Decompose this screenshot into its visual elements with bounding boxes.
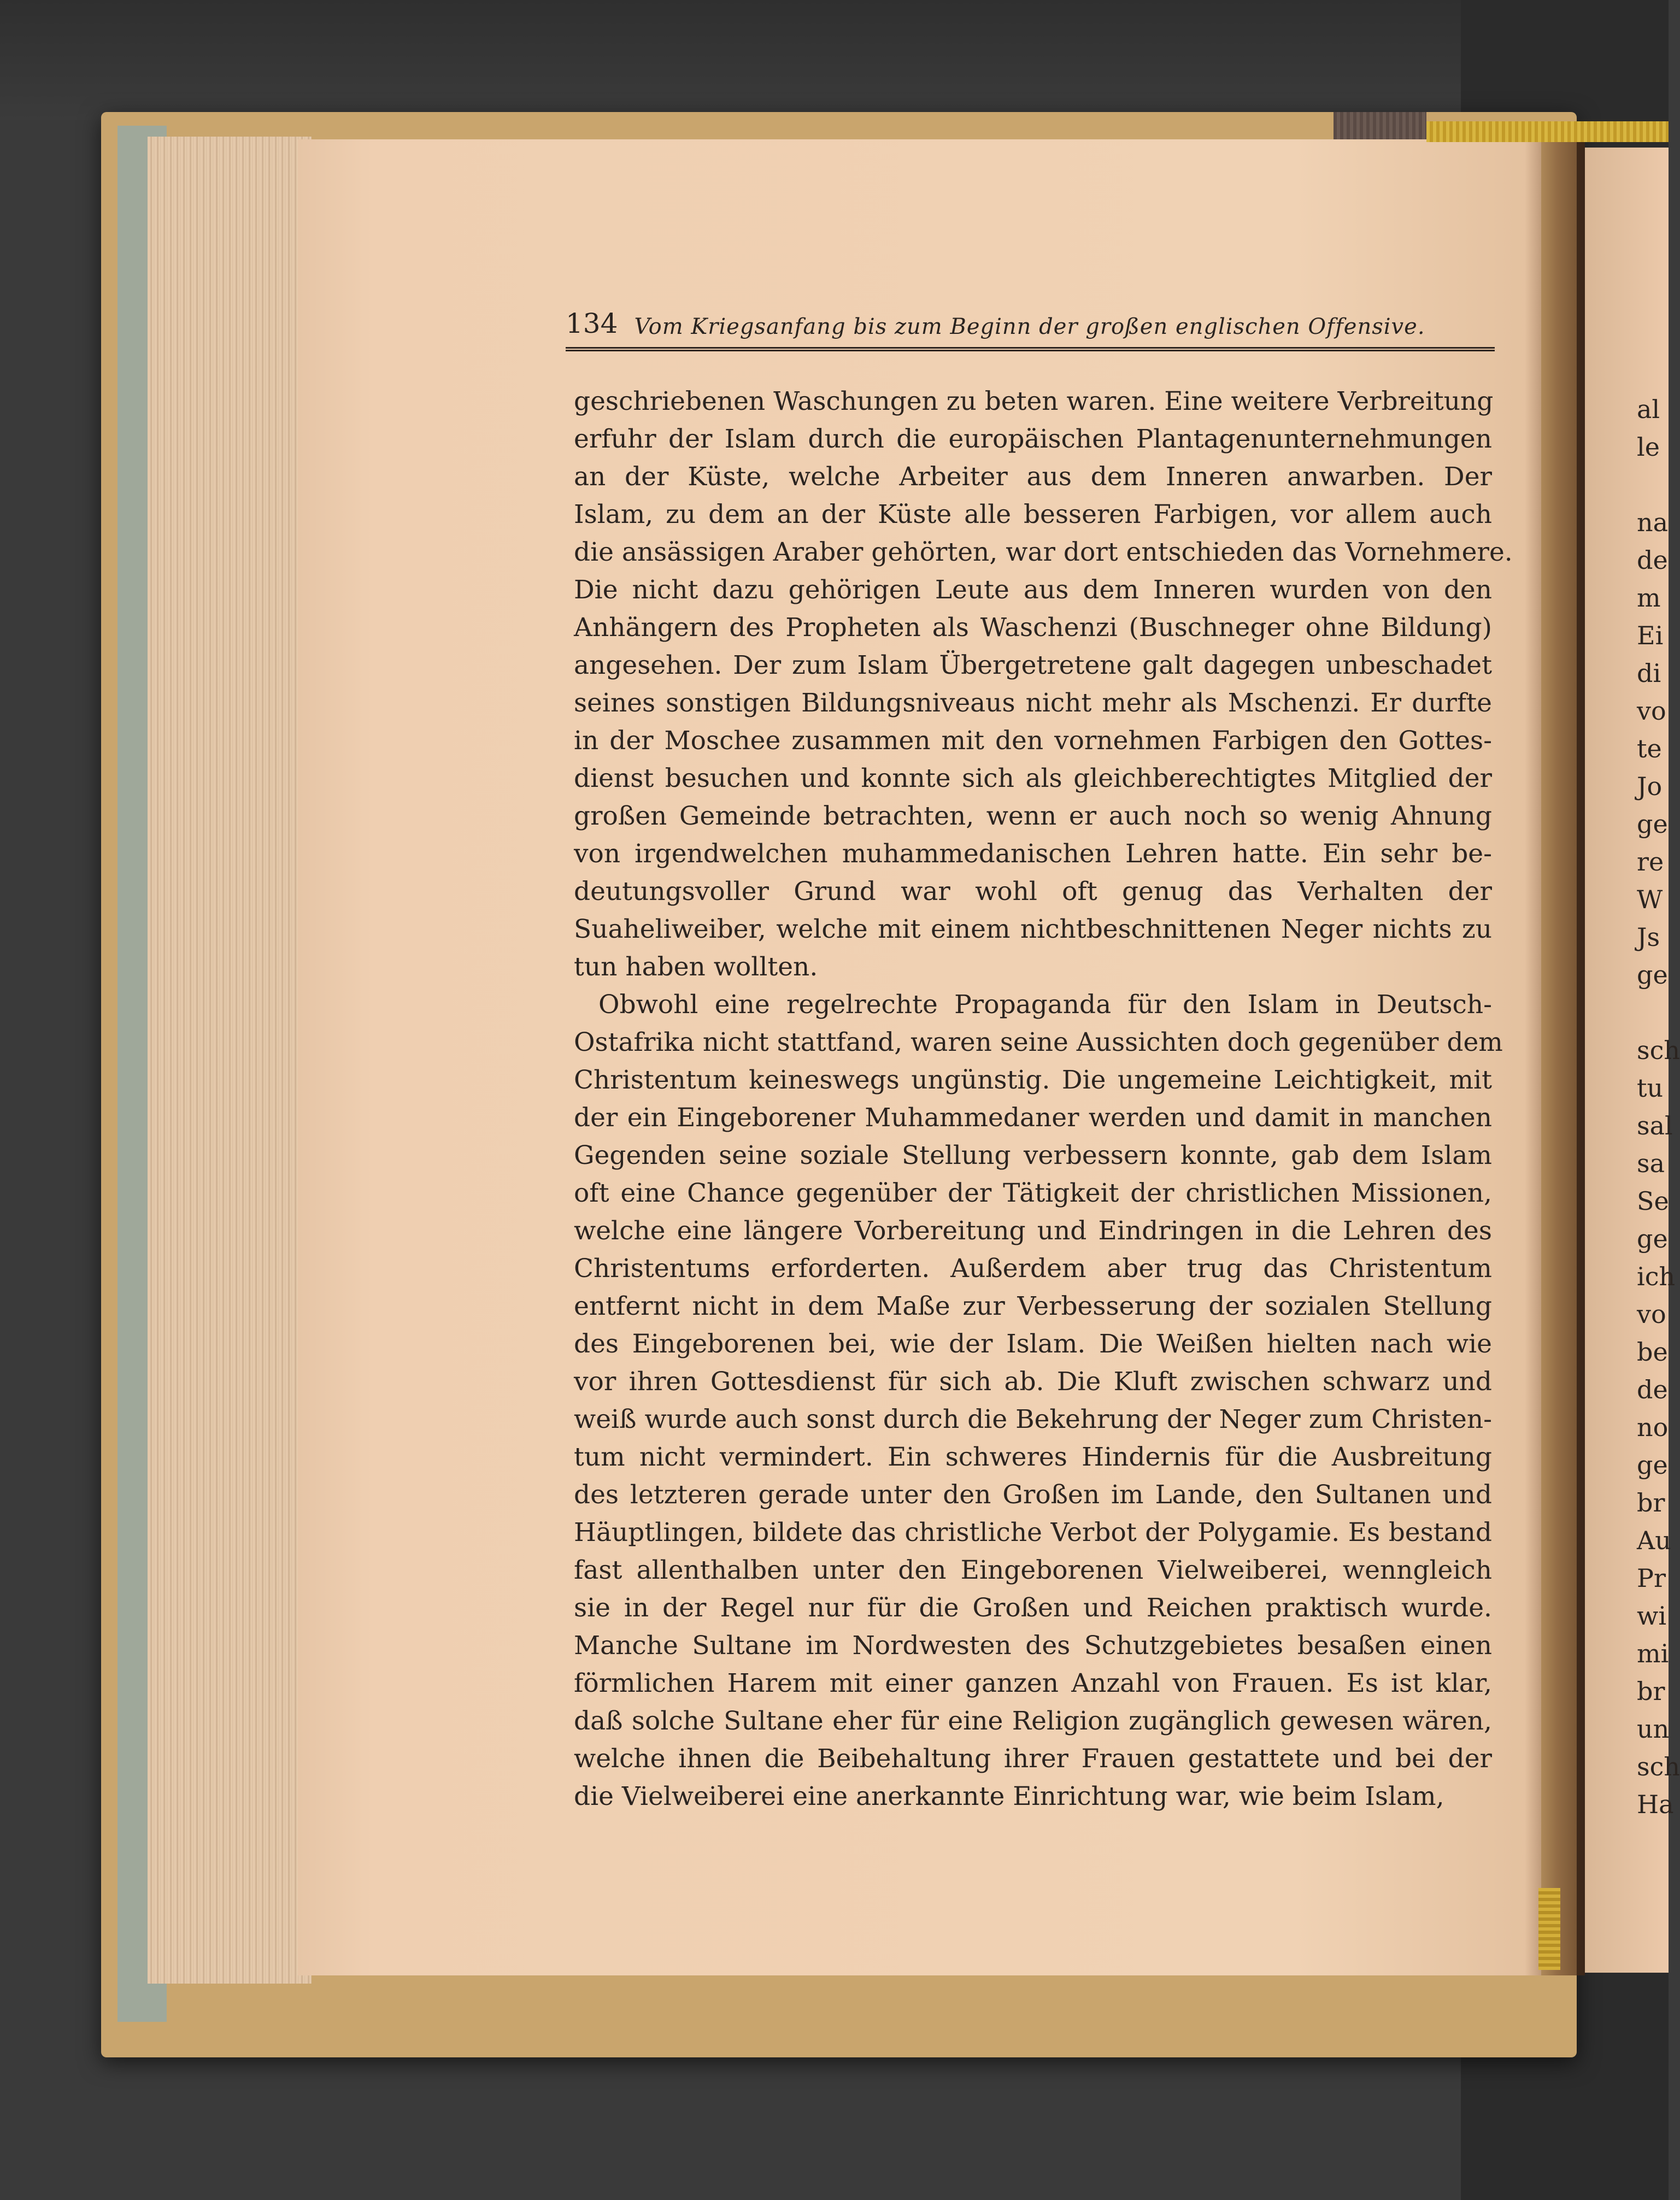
right-page-fragment: br — [1637, 1488, 1665, 1517]
text-line: tum nicht vermindert. Ein schweres Hindernis für die Ausbreitung — [574, 1442, 1492, 1472]
right-page-fragment: Js — [1637, 922, 1660, 952]
text-line: deutungsvoller Grund war wohl oft genug das Verhalten der — [574, 877, 1492, 907]
right-page-fragment: Ha — [1637, 1790, 1674, 1819]
text-line: Christentum keineswegs ungünstig. Die ungemeine Leichtigkeit, mit — [574, 1065, 1492, 1095]
text-line: Anhängern des Propheten als Waschenzi (Buschneger ohne Bildung) — [574, 613, 1492, 643]
right-page-fragment: no — [1637, 1413, 1669, 1442]
right-page-fragment: sch — [1637, 1036, 1680, 1065]
text-line: förmlichen Harem mit einer ganzen Anzahl von Frauen. Es ist klar, — [574, 1668, 1492, 1698]
text-line: tun haben wollten. — [574, 952, 818, 982]
text-line: Gegenden seine soziale Stellung verbessern konnte, gab dem Islam — [574, 1140, 1492, 1170]
right-page-fragment: al — [1637, 395, 1660, 424]
page-header — [566, 299, 1495, 351]
text-line: Manche Sultane im Nordwesten des Schutzgebietes besaßen einen — [574, 1631, 1492, 1661]
text-line: oft eine Chance gegenüber der Tätigkeit der christlichen Missionen, — [574, 1178, 1492, 1208]
text-line: daß solche Sultane eher für eine Religion zugänglich gewesen wären, — [574, 1706, 1492, 1736]
right-page-fragment — [1637, 466, 1670, 504]
right-page-fragment: ge — [1637, 809, 1668, 839]
text-line: des Eingeborenen bei, wie der Islam. Die Weißen hielten nach wie — [574, 1329, 1492, 1359]
text-line: Obwohl eine regelrechte Propaganda für den Islam in Deutsch- — [598, 990, 1492, 1020]
text-line: sie in der Regel nur für die Großen und Reichen praktisch wurde. — [574, 1593, 1492, 1623]
right-page-fragment: m — [1637, 583, 1661, 613]
bookmark-ribbon-end — [1538, 1888, 1560, 1970]
text-line: Suaheliweiber, welche mit einem nichtbeschnittenen Neger nichts zu — [574, 914, 1492, 944]
right-page-fragment: br — [1637, 1677, 1665, 1706]
right-page-fragment: be — [1637, 1337, 1668, 1367]
text-line: die ansässigen Araber gehörten, war dort entschieden das Vornehmere. — [574, 537, 1513, 567]
right-page-fragment: un — [1637, 1714, 1670, 1744]
running-head: Vom Kriegsanfang bis zum Beginn der großen englischen Offensive. — [634, 314, 1425, 339]
right-page-fragment: wi — [1637, 1601, 1667, 1631]
right-page-fragment: ich — [1637, 1262, 1676, 1291]
right-page-fragment — [1637, 994, 1670, 1032]
right-page-fragment: Jo — [1637, 772, 1663, 801]
spine-cloth-strip — [1334, 112, 1426, 139]
text-line: seines sonstigen Bildungsniveaus nicht mehr als Mschenzi. Er durfte — [574, 688, 1492, 718]
right-page-fragment: na — [1637, 508, 1669, 537]
right-page-fragment: ge — [1637, 1224, 1668, 1254]
text-line: erfuhr der Islam durch die europäischen Plantagenunternehmungen — [574, 424, 1492, 454]
right-page-fragment: tu — [1637, 1073, 1664, 1103]
right-page-fragment: vo — [1637, 1299, 1666, 1329]
book-gutter — [1525, 139, 1585, 1975]
text-line: geschriebenen Waschungen zu beten waren. Eine weitere Verbreitung — [574, 386, 1494, 416]
text-line: Ostafrika nicht stattfand, waren seine Aussichten doch gegenüber dem — [574, 1027, 1503, 1057]
right-page-text-fragments — [1637, 391, 1680, 1823]
text-line: Islam, zu dem an der Küste alle besseren Farbigen, vor allem auch — [574, 499, 1492, 530]
right-page-fragment: Ei — [1637, 621, 1664, 650]
right-page-fragment: de — [1637, 545, 1668, 575]
text-line: der ein Eingeborener Muhammedaner werden und damit in manchen — [574, 1103, 1492, 1133]
text-line: fast allenthalben unter den Eingeborenen Vielweiberei, wenngleich — [574, 1555, 1492, 1585]
right-page-fragment: Au — [1637, 1526, 1671, 1555]
page-edges — [148, 137, 312, 1984]
dark-backdrop-top — [0, 0, 1669, 120]
text-line: weiß wurde auch sonst durch die Bekehrung der Neger zum Christen- — [574, 1404, 1492, 1434]
right-page-fragment: sal — [1637, 1111, 1673, 1140]
right-page-fragment: te — [1637, 734, 1662, 763]
text-line: in der Moschee zusammen mit den vornehmen Farbigen den Gottes- — [574, 726, 1492, 756]
text-line: angesehen. Der zum Islam Übergetretene galt dagegen unbeschadet — [574, 650, 1492, 680]
right-page-fragment: di — [1637, 658, 1661, 688]
text-line: des letzteren gerade unter den Großen im Lande, den Sultanen und — [574, 1480, 1492, 1510]
text-line: vor ihren Gottesdienst für sich ab. Die Kluft zwischen schwarz und — [574, 1367, 1492, 1397]
text-line: von irgendwelchen muhammedanischen Lehren hatte. Ein sehr be- — [574, 839, 1492, 869]
text-line: welche ihnen die Beibehaltung ihrer Frauen gestattete und bei der — [574, 1744, 1492, 1774]
right-page-fragment: sa — [1637, 1149, 1665, 1178]
text-line: die Vielweiberei eine anerkannte Einrichtung war, wie beim Islam, — [574, 1781, 1444, 1811]
page-number: 134 — [566, 308, 618, 339]
text-line: Christentums erforderten. Außerdem aber trug das Christentum — [574, 1254, 1492, 1284]
text-line: großen Gemeinde betrachten, wenn er auch noch so wenig Ahnung — [574, 801, 1492, 831]
text-line: Die nicht dazu gehörigen Leute aus dem Inneren wurden von den — [574, 575, 1492, 605]
text-line: dienst besuchen und konnte sich als gleichberechtigtes Mitglied der — [574, 763, 1492, 793]
text-line: entfernt nicht in dem Maße zur Verbesserung der sozialen Stellung — [574, 1291, 1492, 1321]
right-page-fragment: de — [1637, 1375, 1668, 1404]
right-page-fragment: Se — [1637, 1186, 1669, 1216]
right-page-fragment: mi — [1637, 1639, 1669, 1668]
text-line: Häuptlingen, bildete das christliche Verbot der Polygamie. Es bestand — [574, 1517, 1492, 1548]
body-text — [574, 383, 1513, 1815]
right-page-fragment: sch — [1637, 1752, 1680, 1781]
text-line: welche eine längere Vorbereitung und Eindringen in die Lehren des — [574, 1216, 1492, 1246]
right-page-fragment: ge — [1637, 1450, 1668, 1480]
right-page-fragment: W — [1637, 885, 1663, 914]
right-page-fragment: le — [1637, 432, 1660, 462]
text-line: an der Küste, welche Arbeiter aus dem Inneren anwarben. Der — [574, 462, 1492, 492]
right-page-fragment: vo — [1637, 696, 1666, 726]
right-page-fragment: Pr — [1637, 1563, 1666, 1593]
bookmark-ribbon[interactable] — [1426, 121, 1669, 142]
right-page-fragment: ge — [1637, 960, 1668, 990]
right-page-fragment: re — [1637, 847, 1664, 877]
